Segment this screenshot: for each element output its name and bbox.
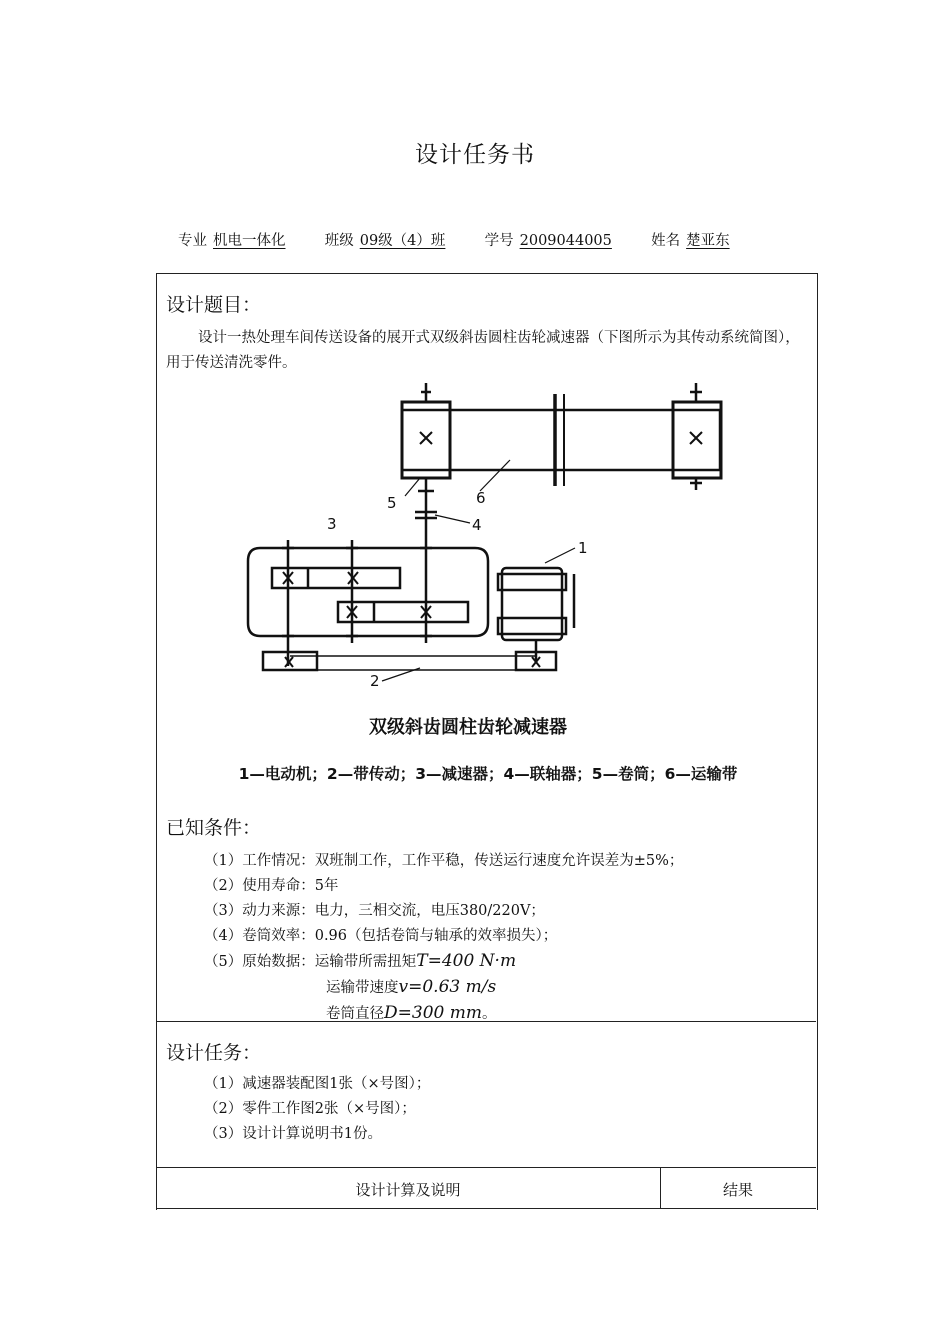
class-value: 09级（4）班 [359,233,446,249]
conditions-heading: 已知条件： [166,817,262,839]
task-item-2: （2）零件工作图2张（×号图）； [204,1101,416,1117]
table-header-result: 结果 [722,1181,753,1199]
table-header-calc: 设计计算及说明 [355,1181,461,1199]
part-number-4: 4 [472,516,482,534]
table-bottom-line [156,1208,816,1209]
class-label: 班级 [324,233,354,249]
speed-line [204,975,683,1001]
part-number-1: 1 [578,539,588,557]
topic-text: 设计一热处理车间传送设备的展开式双级斜齿圆柱齿轮减速器（下图所示为其传动系统简图），用于传送清洗零件。 [166,330,800,371]
condition-item-5 [204,949,683,975]
condition-item-1: （1）工作情况：双班制工作，工作平稳，传送运行速度允许误差为±5%； [204,853,684,869]
torque-value: T=400 N·m [416,951,517,971]
name-label: 姓名 [651,233,681,249]
task-item-1: （1）减速器装配图1张（×号图）； [204,1076,431,1092]
page-title: 设计任务书 [415,142,535,168]
diameter-line [204,1001,683,1027]
item5-label: （5）原始数据： [204,954,315,970]
topic-heading: 设计题目： [166,294,262,316]
major-value: 机电一体化 [213,233,286,249]
tasks-list [204,1072,430,1147]
condition-item-2: （2）使用寿命：5年 [204,878,339,894]
student-id-label: 学号 [484,233,514,249]
drum-left [402,402,450,478]
condition-item-4: （4）卷筒效率：0.96（包括卷筒与轴承的效率损失）； [204,928,558,944]
diameter-end: 。 [481,1006,497,1022]
figure-legend: 1—电动机；2—带传动；3—减速器；4—联轴器；5—卷筒；6—运输带 [238,765,738,783]
student-id-value: 2009044005 [519,233,612,249]
topic-paragraph [166,326,810,376]
part-number-6: 6 [476,489,486,507]
name-value: 楚亚东 [686,233,730,249]
diameter-label: 卷筒直径 [326,1006,384,1022]
major-label: 专业 [178,233,207,249]
condition-item-3: （3）动力来源：电力，三相交流，电压380/220V； [204,903,545,919]
part-number-3: 3 [327,515,337,533]
conditions-list [204,849,683,1027]
diameter-value: D=300 mm [384,1003,482,1023]
task-item-3: （3）设计计算说明书1份。 [204,1126,382,1142]
part-number-2: 2 [370,672,380,690]
speed-value: v=0.63 m/s [398,977,497,997]
student-info-row [178,229,734,250]
torque-label: 运输带所需扭矩 [314,954,417,970]
tasks-heading: 设计任务： [166,1042,262,1064]
divider-tasks-table [156,1167,816,1168]
part-number-5: 5 [387,494,397,512]
speed-label: 运输带速度 [326,980,399,996]
transmission-diagram [190,378,800,798]
figure-caption: 双级斜齿圆柱齿轮减速器 [369,717,567,738]
